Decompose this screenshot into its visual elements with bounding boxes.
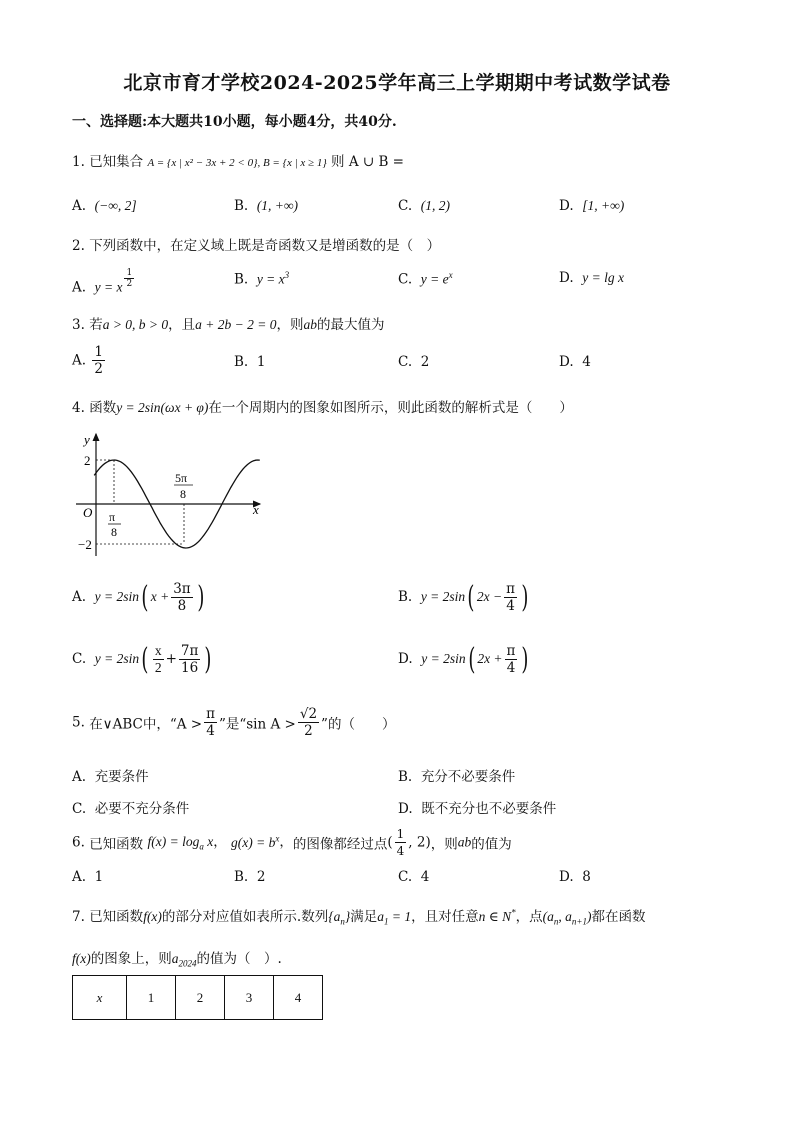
q5-option-a: A. 充要条件 <box>72 769 149 785</box>
question-4: 4. 函数y = 2sin(ωx + φ)在一个周期内的图象如图所示，则此函数的解析式是（ ） <box>72 400 573 416</box>
q4-function: y = 2sin(ωx + φ) <box>116 400 209 415</box>
y-max-label: 2 <box>84 453 91 468</box>
q4-option-b: B. y = 2sin( 2x − $\frac{\pi}{4}$ ) <box>398 580 529 615</box>
table-cell: 3 <box>225 976 274 1020</box>
q1-prefix: 已知集合 <box>89 154 144 170</box>
y-min-label: −2 <box>78 537 92 552</box>
table-cell: x <box>73 976 127 1020</box>
q4-option-c: C. y = 2sin( $\frac{x}{2}$ + $\frac{7\pi}{16}$ ) <box>72 642 212 677</box>
section-heading: 一、选择题:本大题共10小题，每小题4分，共40分. <box>72 114 397 130</box>
q2-text: 下列函数中，在定义域上既是奇函数又是增函数的是（ ） <box>89 238 441 254</box>
question-2: 2. 下列函数中，在定义域上既是奇函数又是增函数的是（ ） <box>72 238 441 254</box>
x1-den: 8 <box>111 525 117 539</box>
q1-option-b: B. (1, +∞) <box>234 198 299 214</box>
x1-num: π <box>109 510 116 524</box>
q3-option-a: A. $\frac{1}{2}$ <box>72 344 103 377</box>
x-label: x <box>253 502 259 517</box>
q6-option-d: D. 8 <box>559 869 591 885</box>
q6-option-b: B. 2 <box>234 869 266 885</box>
exam-title: 北京市育才学校2024-2025学年高三上学期期中考试数学试卷 <box>123 72 671 94</box>
sine-graph <box>70 428 270 560</box>
question-1 <box>72 150 404 170</box>
q7-value-table <box>72 975 323 1020</box>
question-6: 6. 已知函数 $f(x) = \log_a x$， $g(x) = b^x$，的图像都经过点( $\frac{1}{4}$ , 2)，则ab的值为 <box>72 827 512 858</box>
q2-option-d: D. y = lg x <box>559 270 624 286</box>
q6-option-a: A. 1 <box>72 869 104 885</box>
q4-option-d: D. y = 2sin( 2x + $\frac{\pi}{4}$ ) <box>398 642 529 677</box>
q1-option-d: D. [1, +∞) <box>559 198 625 214</box>
question-7: 7. 已知函数f(x)的部分对应值如表所示.数列$\{a_n\}$满足$a_1 = 1$，且对任意n ∈ N*，点($a_n$, $a_{n+1}$)都在函数 <box>72 907 646 927</box>
question-3: 3. 若a > 0, b > 0，且a + 2b − 2 = 0，则ab的最大值为 <box>72 317 385 333</box>
q1-option-a: A. (−∞, 2] <box>72 198 137 214</box>
q5-option-b: B. 充分不必要条件 <box>398 769 516 785</box>
q6-option-c: C. 4 <box>398 869 430 885</box>
origin-label: O <box>83 505 93 520</box>
q3-option-d: D. 4 <box>559 354 591 370</box>
table-row <box>73 976 323 1020</box>
q2-option-b: B. $y = x^3$ <box>234 270 290 288</box>
q1-number: 1. <box>72 154 85 170</box>
q5-option-d: D. 既不充分也不必要条件 <box>398 801 557 817</box>
question-5: 5. 在∨ABC中，“A > $\frac{\pi}{4}$ ”是“sin A > $\frac{√2}{2}$ ”的（ ） <box>72 706 396 739</box>
q2-option-a: A. y = x $^{\frac{1}{2}}$ <box>72 268 133 296</box>
table-cell: 4 <box>274 976 323 1020</box>
q4-option-a: A. y = 2sin( x + $\frac{3\pi}{8}$ ) <box>72 580 205 615</box>
q3-option-c: C. 2 <box>398 354 430 370</box>
q5-option-c: C. 必要不充分条件 <box>72 801 190 817</box>
question-7-line-2: f(x)的图象上，则$a_{2024}$的值为（ ）. <box>72 951 282 969</box>
q2-option-c: C. $y = e^x$ <box>398 270 453 288</box>
y-label: y <box>84 432 90 447</box>
q1-option-c: C. (1, 2) <box>398 198 450 214</box>
x2-num: 5π <box>175 471 188 485</box>
table-cell: 1 <box>127 976 176 1020</box>
table-cell: 2 <box>176 976 225 1020</box>
x2-den: 8 <box>180 487 186 501</box>
q1-sets: A = {x | x² − 3x + 2 < 0}, B = {x | x ≥ 1} <box>147 157 327 169</box>
q1-suffix: 则 A ∪ B = <box>331 154 404 170</box>
q3-option-b: B. 1 <box>234 354 266 370</box>
